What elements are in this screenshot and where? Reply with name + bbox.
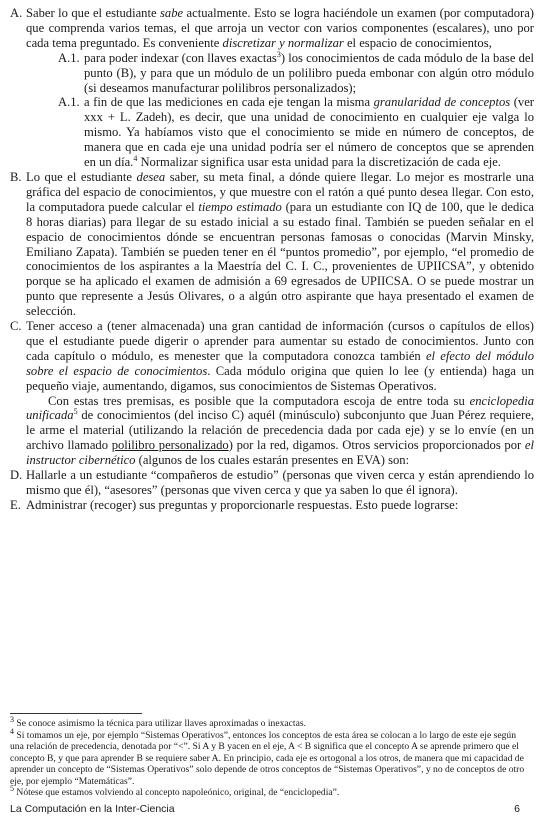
- item-e: [8, 498, 534, 513]
- item-c: [8, 319, 534, 394]
- text-run: ) los conocimientos de cada módulo de la base del punto (B), y para que un módulo de un polilibro pueda embonar con algún otro módulo (si deseamos manufacturar polilibros personalizados);: [84, 50, 534, 95]
- footnote-5: [10, 783, 530, 799]
- footnote-3: [10, 714, 530, 730]
- item-a1-first: [8, 51, 534, 96]
- item-label: D.: [10, 468, 23, 483]
- emphasis-run: granularidad de conceptos: [373, 95, 511, 110]
- text-run: actualmente. Esto se logra haciéndole un examen (por computadora) que comprenda varios temas, el que arroja un vector con varios componentes (escalares), uno por cada tema preguntado. Es conveniente: [26, 6, 534, 50]
- footnote-text: Si tomamos un eje, por ejemplo “Sistemas Operativos”, entonces los conceptos de esta área se colocan a lo largo de este eje según una relación de precedencia, denotada por “<”. Si A y B yacen en el eje, A < B significa que el concepto A se aprende primero que el concepto B, y que para aprender B se requiere saber A. En principio, cada eje es ortogonal a los otros, de manera que mi capacidad de aprender un concepto de “Sistemas Operativos” solo depende de otros conceptos de “Sistemas Operativos”, y no de conceptos de otro eje, por ejemplo “Matemáticas”.: [10, 729, 525, 787]
- text-run: Saber lo que el estudiante: [26, 6, 160, 20]
- text-run: . Cada módulo origina que quien lo lee (y entienda) haga un pequeño viaje, aumentando, digamos, sus conocimientos de Sistemas Operativos.: [26, 363, 534, 393]
- footnote-4: [10, 726, 530, 788]
- footnote-number: 3: [10, 714, 14, 724]
- footnote-text: Nótese que estamos volviendo al concepto napoleónico, original, de “enciclopedia”.: [14, 787, 340, 798]
- text-run: (para un estudiante con IQ de 100, que le dedica 8 horas diarias) para llegar de su estado inicial a su estado final. También se pueden señalar en el espacio de conocimientos dónde se encuentran personas famosas o conocidas (Marvin Minsky, Emiliano Zapata). También se pueden tener en él “puntos promedio”, por ejemplo, “el promedio de conocimientos de los aspirantes a la Maestría del C. I. C., provenientes de UPIICSA”, y obtenido porque se ha aplicado el examen de admisión a 69 egresados de UPIICSA. O se puede mostrar un punto que represente a Jesús Olivares, o a algún otro aspirante que haya presentado el examen de selección.: [26, 199, 534, 319]
- underlined-run: polilibro personalizado: [111, 438, 229, 453]
- text-run: (ver xxx + L. Zadeh), es decir, que una unidad de conocimiento en cualquier eje valga lo mismo. Ya habíamos visto que el conocimiento se mide en número de conceptos, de manera que en cada eje una unidad podría ser el número de conceptos que se aprenden en un día.: [84, 95, 534, 170]
- item-a1-second: [8, 95, 534, 170]
- text-run: Lo que el estudiante: [26, 169, 137, 184]
- text-run: Administrar (recoger) sus preguntas y proporcionarle respuestas. Esto puede lograrse:: [26, 497, 459, 512]
- footnote-number: 4: [10, 726, 14, 736]
- page-footer: [10, 803, 520, 815]
- item-label: C.: [10, 319, 22, 334]
- footnote-ref: 4: [133, 153, 138, 163]
- text-run: Hallarle a un estudiante “compañeros de estudio” (personas que viven cerca y están aprendiendo lo mismo que él), “asesores” (personas que viven cerca y que ya saben lo que él ignora).: [26, 468, 534, 497]
- emphasis-run: discretizar y normalizar: [222, 35, 344, 50]
- text-run: Tener acceso a (tener almacenada) una gran cantidad de información (cursos o capítulos de ellos) que el estudiante puede digerir o aprender para aumentar su estado de conocimientos. Junto con cada capítulo o módulo, es menester que la computadora conozca también: [26, 319, 534, 363]
- item-b: [8, 170, 534, 319]
- emphasis-run: el efecto del módulo sobre el espacio de conocimientos: [26, 348, 534, 378]
- continuation-paragraph: [8, 394, 534, 469]
- footnote-ref: 3: [276, 49, 281, 59]
- item-label: B.: [10, 169, 22, 184]
- sub-item-label: A.1.: [58, 50, 80, 65]
- emphasis-run: enciclopedia unificada: [26, 393, 534, 423]
- text-run: saber, su meta final, a dónde quiere llegar. Lo mejor es mostrarle una gráfica del espacio de conocimientos, y que muestre con el ratón a qué punto desea llegar. Con esto, la computadora puede calcular el: [26, 169, 534, 214]
- text-run: (algunos de los cuales estarán presentes en EVA) son:: [135, 453, 410, 468]
- sub-item-label: A.1.: [58, 95, 80, 110]
- emphasis-run: desea: [136, 169, 166, 184]
- item-a: [8, 6, 534, 51]
- footnote-divider: [10, 713, 142, 714]
- text-run: de conocimientos (del inciso C) aquél (minúsculo) subconjunto que Juan Pérez requiere, le arme el material (utilizando la relación de precedencia dada por cada eje) y se lo envíe (en un archivo llamado: [26, 408, 534, 453]
- footnote-text: Se conoce asimismo la técnica para utilizar llaves aproximadas o inexactas.: [14, 718, 306, 729]
- emphasis-run: sabe: [160, 6, 184, 20]
- body-text: [8, 6, 534, 513]
- text-run: ) por la red, digamos. Otros servicios proporcionados por: [228, 438, 525, 453]
- footnote-number: 5: [10, 783, 14, 793]
- item-d: [8, 468, 534, 498]
- text-run: Con estas tres premisas, es posible que la computadora escoja de entre toda su: [48, 393, 470, 408]
- footer-title: La Computación en la Inter-Ciencia: [10, 803, 175, 815]
- page-number: 6: [514, 803, 520, 815]
- text-run: el espacio de conocimientos,: [343, 35, 492, 50]
- footnotes: [10, 714, 530, 799]
- emphasis-run: el instructor cibernético: [26, 438, 534, 468]
- emphasis-run: tiempo estimado: [198, 199, 282, 214]
- text-run: a fin de que las mediciones en cada eje tengan la misma: [84, 95, 374, 110]
- item-label: A.: [10, 6, 23, 20]
- text-run: para poder indexar (con llaves exactas: [84, 50, 277, 65]
- text-run: Normalizar significa usar esta unidad para la discretización de cada eje.: [137, 155, 501, 170]
- item-label: E.: [10, 497, 21, 512]
- footnote-ref: 5: [73, 407, 78, 417]
